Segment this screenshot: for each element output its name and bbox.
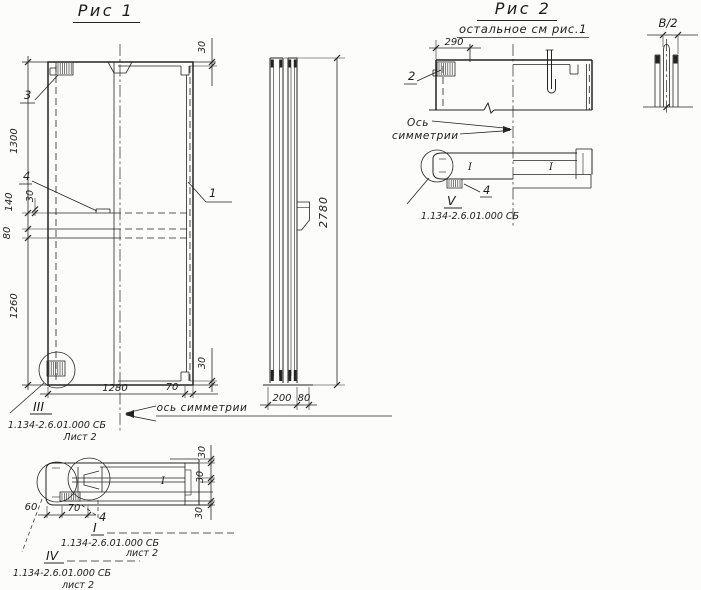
section-i-label-4: 4 (99, 510, 107, 524)
svg-text:Ось: Ось (407, 117, 430, 129)
section-i-dim-60: 60 (24, 502, 38, 513)
fig1-dim-70: 70 (165, 382, 179, 393)
side-dim-80: 80 (297, 393, 311, 404)
detail-iv-sheet: лист 2 (61, 580, 95, 590)
fig1-left-dims (2, 56, 48, 390)
fig1-axis-label: ось симметрии (156, 402, 248, 414)
section-i-body-mark: I (161, 476, 165, 487)
fig1-dim-1280: 1280 (102, 383, 128, 394)
fig1-embed-plate-top (50, 62, 73, 75)
fig2-section (407, 149, 592, 222)
section-i-dim-70: 70 (67, 503, 81, 514)
fig1-dim-80: 80 (2, 226, 13, 240)
fig2-label-4: 4 (483, 183, 491, 197)
fig1-title: Рис 1 (77, 1, 135, 20)
fig1-dim-30-top: 30 (197, 40, 208, 54)
fig2-view (392, 0, 592, 228)
section-i-callout (61, 500, 234, 559)
section-i (13, 445, 234, 590)
detail-iv-doc: 1.134-2.6.01.000 СБ (12, 568, 112, 579)
svg-text:симметрии: симметрии (392, 130, 459, 142)
detail-iv-mark: IV (46, 548, 59, 563)
side-view (260, 55, 345, 410)
fig1-front-view (2, 1, 392, 443)
fig1-label-4: 4 (23, 169, 31, 183)
svg-text:30: 30 (195, 470, 206, 484)
svg-text:30: 30 (197, 445, 208, 459)
fig1-detail-iii (8, 352, 107, 443)
fig2-body-mark-right: I (549, 162, 553, 173)
fig2-axis-of-symmetry (392, 117, 512, 142)
section-i-mark: I (93, 520, 97, 535)
side-dim-200: 200 (272, 393, 292, 404)
fig2-body-mark-left: I (468, 162, 472, 173)
fig2-title: Рис 2 (494, 0, 552, 18)
section-i-sheet: лист 2 (125, 548, 159, 559)
b2-label: В/2 (658, 16, 678, 30)
section-i-right-dims (194, 445, 215, 520)
fig1-dim-140: 140 (4, 192, 15, 212)
svg-text:30: 30 (194, 506, 205, 520)
side-dims-bottom (260, 387, 317, 410)
fig1-bottom-dims (40, 348, 218, 398)
fig1-detail-iii-sheet: Лист 2 (63, 432, 97, 443)
fig1-dim-30-bottom: 30 (197, 356, 208, 370)
b2-detail (643, 16, 698, 114)
fig1-dim-1260: 1260 (9, 293, 20, 319)
fig2-dim-290 (429, 37, 481, 62)
section-i-doc: 1.134-2.6.01.000 СБ (60, 538, 160, 549)
fig2-detail-v-mark: V (447, 193, 456, 208)
side-dim-2780 (284, 55, 345, 388)
fig1-detail-iii-mark: III (33, 399, 45, 414)
fig1-dim-1300: 1300 (9, 128, 20, 154)
fig1-label-1: 1 (209, 186, 217, 200)
svg-text:2780: 2780 (317, 196, 330, 228)
fig1-detail-iii-doc: 1.134-2.6.01.000 СБ (7, 420, 107, 431)
fig2-subtitle: остальное см рис.1 (458, 22, 588, 36)
fig2-detail-v-doc: 1.134-2.6.01.000 СБ (420, 211, 520, 222)
fig1-label-3: 3 (24, 88, 32, 102)
fig2-label-2: 2 (408, 69, 416, 83)
fig2-lifting-hook (546, 50, 556, 93)
fig1-axis-of-symmetry (125, 402, 392, 421)
svg-text:290: 290 (444, 37, 464, 48)
fig1-dim-30-small: 30 (25, 189, 36, 203)
